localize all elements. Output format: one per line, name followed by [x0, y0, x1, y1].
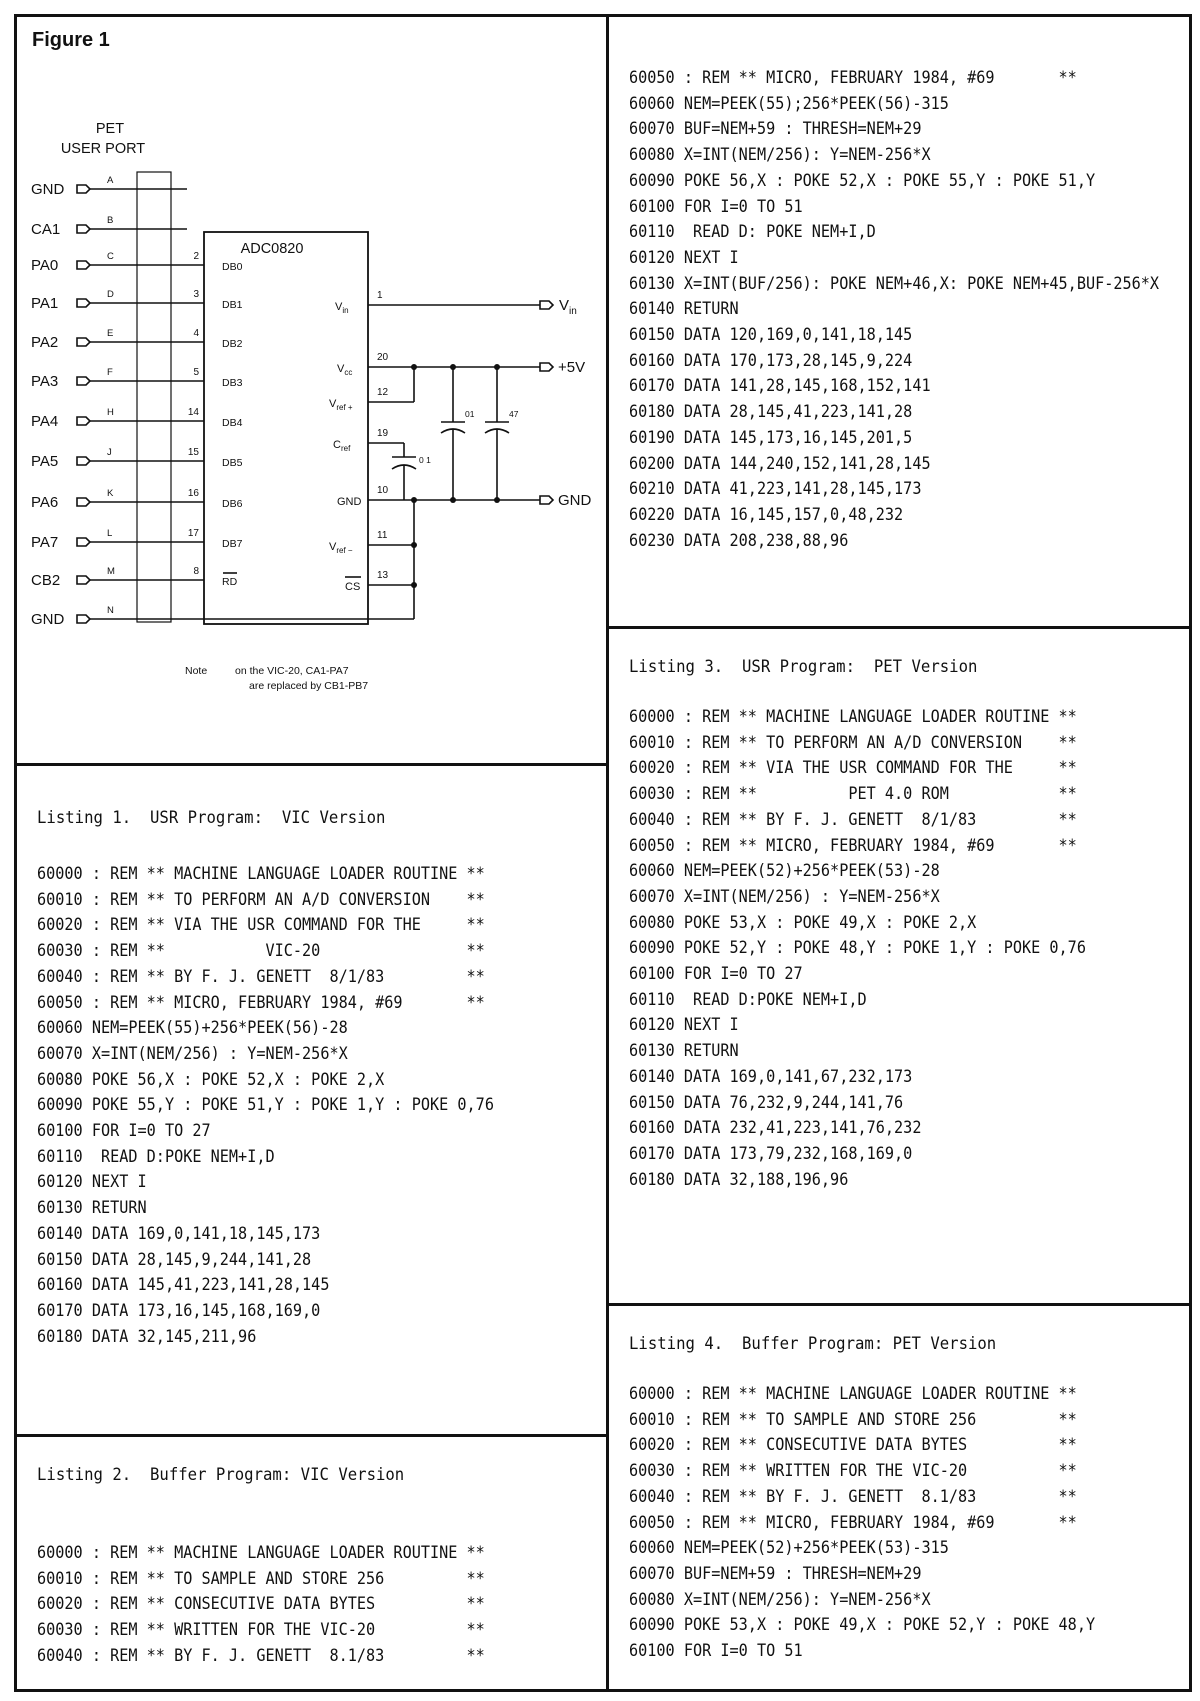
user-port-connector	[137, 172, 171, 622]
continuation-code	[629, 65, 1159, 553]
figure-title: Figure 1	[32, 29, 110, 51]
code-line: 60130 X=INT(BUF/256): POKE NEM+46,X: POKE NEM+45,BUF-256*X	[629, 273, 1160, 293]
port-pin-letter: K	[107, 488, 114, 499]
vin-terminal	[540, 301, 553, 309]
port-pin-letter: A	[107, 175, 114, 186]
code-line: 60170 DATA 173,16,145,168,169,0	[37, 1300, 321, 1320]
code-line: 60030 : REM ** WRITTEN FOR THE VIC-20 **	[629, 1461, 1077, 1481]
adc-pin-label: RD	[222, 576, 238, 588]
port-label: USER PORT	[60, 141, 146, 157]
port-signal-label: PA5	[31, 453, 59, 470]
code-line: 60010 : REM ** TO PERFORM AN A/D CONVERSION **	[629, 732, 1077, 752]
adc-pin-label: DB4	[222, 417, 243, 429]
code-line: 60070 BUF=NEM+59 : THRESH=NEM+29	[629, 1563, 922, 1583]
code-line: 60170 DATA 141,28,145,168,152,141	[629, 376, 931, 396]
adc-pin-label: GND	[337, 496, 362, 508]
listing-3-title: Listing 3. USR Program: PET Version	[629, 657, 978, 677]
listing-1-code	[37, 861, 494, 1349]
port-terminal	[77, 377, 90, 385]
port-pin-letter: M	[107, 566, 115, 577]
code-line: 60190 DATA 145,173,16,145,201,5	[629, 427, 913, 447]
code-line: 60000 : REM ** MACHINE LANGUAGE LOADER ROUTINE **	[629, 707, 1077, 726]
code-line: 60140 DATA 169,0,141,67,232,173	[629, 1066, 913, 1086]
port-pin-letter: E	[107, 328, 114, 339]
figure-1-panel	[14, 14, 609, 766]
code-line: 60180 DATA 32,188,196,96	[629, 1169, 849, 1189]
port-signal-label: PA1	[31, 295, 59, 312]
code-line: 60070 X=INT(NEM/256) : Y=NEM-256*X	[37, 1043, 348, 1063]
port-signal-label: PA3	[31, 373, 59, 390]
plus5v-output-label: +5V	[558, 359, 586, 376]
code-line: 60050 : REM ** MICRO, FEBRUARY 1984, #69 **	[629, 835, 1077, 855]
adc-pin-number: 20	[377, 352, 389, 363]
code-line: 60140 RETURN	[629, 299, 739, 319]
code-line: 60020 : REM ** CONSECUTIVE DATA BYTES **	[37, 1594, 485, 1614]
port-signal-label: PA6	[31, 494, 59, 511]
code-line: 60020 : REM ** CONSECUTIVE DATA BYTES **	[629, 1435, 1077, 1455]
code-line: 60000 : REM ** MACHINE LANGUAGE LOADER ROUTINE **	[37, 864, 485, 883]
port-pin-letter: L	[107, 528, 113, 539]
port-signal-label: GND	[31, 181, 65, 198]
code-line: 60120 NEXT I	[629, 247, 739, 267]
adc-pin-number: 1	[377, 290, 383, 301]
code-line: 60080 POKE 56,X : POKE 52,X : POKE 2,X	[37, 1069, 385, 1089]
code-line: 60050 : REM ** MICRO, FEBRUARY 1984, #69 **	[629, 1512, 1077, 1532]
adc-pin-number: 16	[187, 488, 199, 499]
port-signal-label: PA2	[31, 334, 59, 351]
code-line: 60040 : REM ** BY F. J. GENETT 8.1/83 **	[629, 1486, 1077, 1506]
adc-pin-label: DB1	[222, 299, 243, 311]
code-line: 60010 : REM ** TO SAMPLE AND STORE 256 **	[629, 1409, 1077, 1429]
code-line: 60000 : REM ** MACHINE LANGUAGE LOADER ROUTINE **	[629, 1384, 1077, 1403]
adc-pin-number: 10	[377, 485, 389, 496]
port-signal-label: GND	[31, 611, 65, 628]
port-signal-label: CB2	[31, 572, 61, 589]
listing-2-code	[37, 1540, 485, 1669]
adc-pin-number: 12	[377, 387, 389, 398]
code-line: 60030 : REM ** WRITTEN FOR THE VIC-20 **	[37, 1620, 485, 1640]
adc-pin-number: 15	[187, 447, 199, 458]
code-line: 60070 X=INT(NEM/256) : Y=NEM-256*X	[629, 886, 940, 906]
listing-4-code	[629, 1381, 1095, 1664]
code-line: 60120 NEXT I	[37, 1172, 147, 1192]
code-line: 60200 DATA 144,240,152,141,28,145	[629, 453, 931, 473]
capacitor-value: 47	[509, 409, 519, 419]
adc-pin-number: 4	[193, 328, 199, 339]
code-line: 60180 DATA 32,145,211,96	[37, 1326, 257, 1346]
code-line: 60180 DATA 28,145,41,223,141,28	[629, 402, 913, 422]
listing-3-panel	[606, 626, 1192, 1306]
listing-4-title: Listing 4. Buffer Program: PET Version	[629, 1334, 997, 1354]
adc-pin-number: 14	[187, 407, 199, 418]
listing-3-code	[629, 704, 1086, 1192]
adc-pin-label: $V_{ref -}$	[329, 541, 353, 555]
code-line: 60080 X=INT(NEM/256): Y=NEM-256*X	[629, 1589, 931, 1609]
code-line: 60090 POKE 56,X : POKE 52,X : POKE 55,Y : POKE 51,Y	[629, 170, 1096, 190]
code-line: 60230 DATA 208,238,88,96	[629, 530, 849, 550]
code-line: 60080 POKE 53,X : POKE 49,X : POKE 2,X	[629, 912, 977, 932]
listing-1-panel	[14, 763, 609, 1437]
code-line: 60150 DATA 120,169,0,141,18,145	[629, 325, 913, 345]
adc-pin-number: 13	[377, 570, 389, 581]
listing-1-title: Listing 1. USR Program: VIC Version	[37, 808, 386, 828]
code-line: 60020 : REM ** VIA THE USR COMMAND FOR THE **	[37, 915, 485, 935]
code-line: 60050 : REM ** MICRO, FEBRUARY 1984, #69 **	[629, 68, 1077, 87]
code-line: 60130 RETURN	[37, 1198, 147, 1218]
code-line: 60000 : REM ** MACHINE LANGUAGE LOADER ROUTINE **	[37, 1543, 485, 1562]
port-signal-label: PA7	[31, 534, 59, 551]
plus5v-terminal	[540, 363, 553, 371]
vin-output-label: $V_{in}$	[559, 297, 577, 317]
code-line: 60040 : REM ** BY F. J. GENETT 8/1/83 **	[37, 966, 485, 986]
schematic	[17, 17, 606, 763]
listing-continuation-panel	[606, 14, 1192, 629]
port-signal-label: PA0	[31, 257, 59, 274]
adc-pin-label: DB0	[222, 261, 243, 273]
code-line: 60160 DATA 170,173,28,145,9,224	[629, 350, 913, 370]
code-line: 60030 : REM ** VIC-20 **	[37, 941, 485, 961]
code-line: 60170 DATA 173,79,232,168,169,0	[629, 1143, 913, 1163]
listing-2-panel	[14, 1434, 609, 1692]
port-signal-label: CA1	[31, 221, 61, 238]
code-line: 60090 POKE 53,X : POKE 49,X : POKE 52,Y : POKE 48,Y	[629, 1615, 1096, 1635]
code-line: 60100 FOR I=0 TO 51	[629, 196, 803, 216]
code-line: 60070 BUF=NEM+59 : THRESH=NEM+29	[629, 119, 922, 139]
adc-pin-label: $C_{ref}$	[333, 439, 351, 453]
code-line: 60020 : REM ** VIA THE USR COMMAND FOR THE **	[629, 758, 1077, 778]
adc-pin-label: DB2	[222, 338, 243, 350]
code-line: 60010 : REM ** TO PERFORM AN A/D CONVERSION **	[37, 889, 485, 909]
adc-pin-label: DB3	[222, 377, 243, 389]
code-line: 60040 : REM ** BY F. J. GENETT 8/1/83 **	[629, 809, 1077, 829]
code-line: 60060 NEM=PEEK(55)+256*PEEK(56)-28	[37, 1018, 348, 1038]
code-line: 60060 NEM=PEEK(52)+256*PEEK(53)-28	[629, 861, 940, 881]
port-terminal	[77, 576, 90, 584]
adc-pin-number: 17	[187, 528, 199, 539]
code-line: 60210 DATA 41,223,141,28,145,173	[629, 479, 922, 499]
code-line: 60100 FOR I=0 TO 27	[629, 964, 803, 984]
port-terminal	[77, 457, 90, 465]
port-terminal	[77, 225, 90, 233]
code-line: 60130 RETURN	[629, 1041, 739, 1061]
code-line: 60120 NEXT I	[629, 1015, 739, 1035]
adc-pin-label: $V_{in}$	[335, 301, 349, 315]
code-line: 60060 NEM=PEEK(55);256*PEEK(56)-315	[629, 93, 949, 113]
adc-pin-label: $V_{cc}$	[337, 363, 353, 377]
code-line: 60080 X=INT(NEM/256): Y=NEM-256*X	[629, 145, 931, 165]
capacitor-value: 0 1	[419, 455, 431, 465]
note-text: are replaced by CB1-PB7	[249, 680, 369, 692]
adc-pin-number: 2	[193, 251, 199, 262]
port-terminal	[77, 299, 90, 307]
port-terminal	[77, 338, 90, 346]
adc-pin-number: 11	[377, 530, 388, 541]
gnd-output-label: GND	[558, 492, 592, 509]
port-pin-letter: N	[107, 605, 114, 616]
listing-4-panel	[606, 1303, 1192, 1692]
adc-pin-label: DB7	[222, 538, 243, 550]
adc-pin-label: $V_{ref +}$	[329, 398, 353, 412]
note-text: on the VIC-20, CA1-PA7	[235, 665, 349, 677]
code-line: 60090 POKE 52,Y : POKE 48,Y : POKE 1,Y : POKE 0,76	[629, 938, 1086, 958]
code-line: 60160 DATA 232,41,223,141,76,232	[629, 1118, 922, 1138]
port-label: PET	[95, 121, 125, 137]
adc-pin-number: 3	[193, 289, 199, 300]
port-signal-label: PA4	[31, 413, 59, 430]
code-line: 60090 POKE 55,Y : POKE 51,Y : POKE 1,Y : POKE 0,76	[37, 1095, 494, 1115]
junction-dot	[411, 364, 417, 370]
code-line: 60050 : REM ** MICRO, FEBRUARY 1984, #69 **	[37, 992, 485, 1012]
code-line: 60040 : REM ** BY F. J. GENETT 8.1/83 **	[37, 1645, 485, 1665]
code-line: 60100 FOR I=0 TO 51	[629, 1641, 803, 1661]
port-pin-letter: D	[107, 289, 114, 300]
port-pin-letter: H	[107, 407, 114, 418]
port-terminal	[77, 185, 90, 193]
adc-pin-number: 8	[193, 566, 199, 577]
port-terminal	[77, 261, 90, 269]
code-line: 60160 DATA 145,41,223,141,28,145	[37, 1275, 330, 1295]
code-line: 60150 DATA 28,145,9,244,141,28	[37, 1249, 312, 1269]
adc-pin-number: 5	[193, 367, 199, 378]
code-line: 60100 FOR I=0 TO 27	[37, 1121, 211, 1141]
gnd-terminal	[540, 496, 553, 504]
chip-label: ADC0820	[240, 241, 304, 257]
adc-pin-label: DB5	[222, 457, 243, 469]
code-line: 60150 DATA 76,232,9,244,141,76	[629, 1092, 904, 1112]
note-label: Note	[185, 665, 208, 677]
code-line: 60140 DATA 169,0,141,18,145,173	[37, 1223, 321, 1243]
port-terminal	[77, 538, 90, 546]
port-pin-letter: J	[107, 447, 112, 458]
code-line: 60110 READ D:POKE NEM+I,D	[629, 989, 867, 1009]
adc-pin-number: 19	[377, 428, 389, 439]
port-terminal	[77, 417, 90, 425]
code-line: 60220 DATA 16,145,157,0,48,232	[629, 504, 904, 524]
capacitor-value: 01	[465, 409, 475, 419]
code-line: 60010 : REM ** TO SAMPLE AND STORE 256 **	[37, 1568, 485, 1588]
code-line: 60060 NEM=PEEK(52)+256*PEEK(53)-315	[629, 1538, 949, 1558]
code-line: 60110 READ D: POKE NEM+I,D	[629, 222, 876, 242]
port-pin-letter: C	[107, 251, 114, 262]
code-line: 60110 READ D:POKE NEM+I,D	[37, 1146, 275, 1166]
adc-pin-label: DB6	[222, 498, 243, 510]
port-terminal	[77, 498, 90, 506]
listing-2-title: Listing 2. Buffer Program: VIC Version	[37, 1465, 405, 1485]
adc-pin-label: CS	[345, 581, 361, 593]
code-line: 60030 : REM ** PET 4.0 ROM **	[629, 784, 1077, 804]
port-pin-letter: B	[107, 215, 114, 226]
port-terminal	[77, 615, 90, 623]
port-pin-letter: F	[107, 367, 113, 378]
